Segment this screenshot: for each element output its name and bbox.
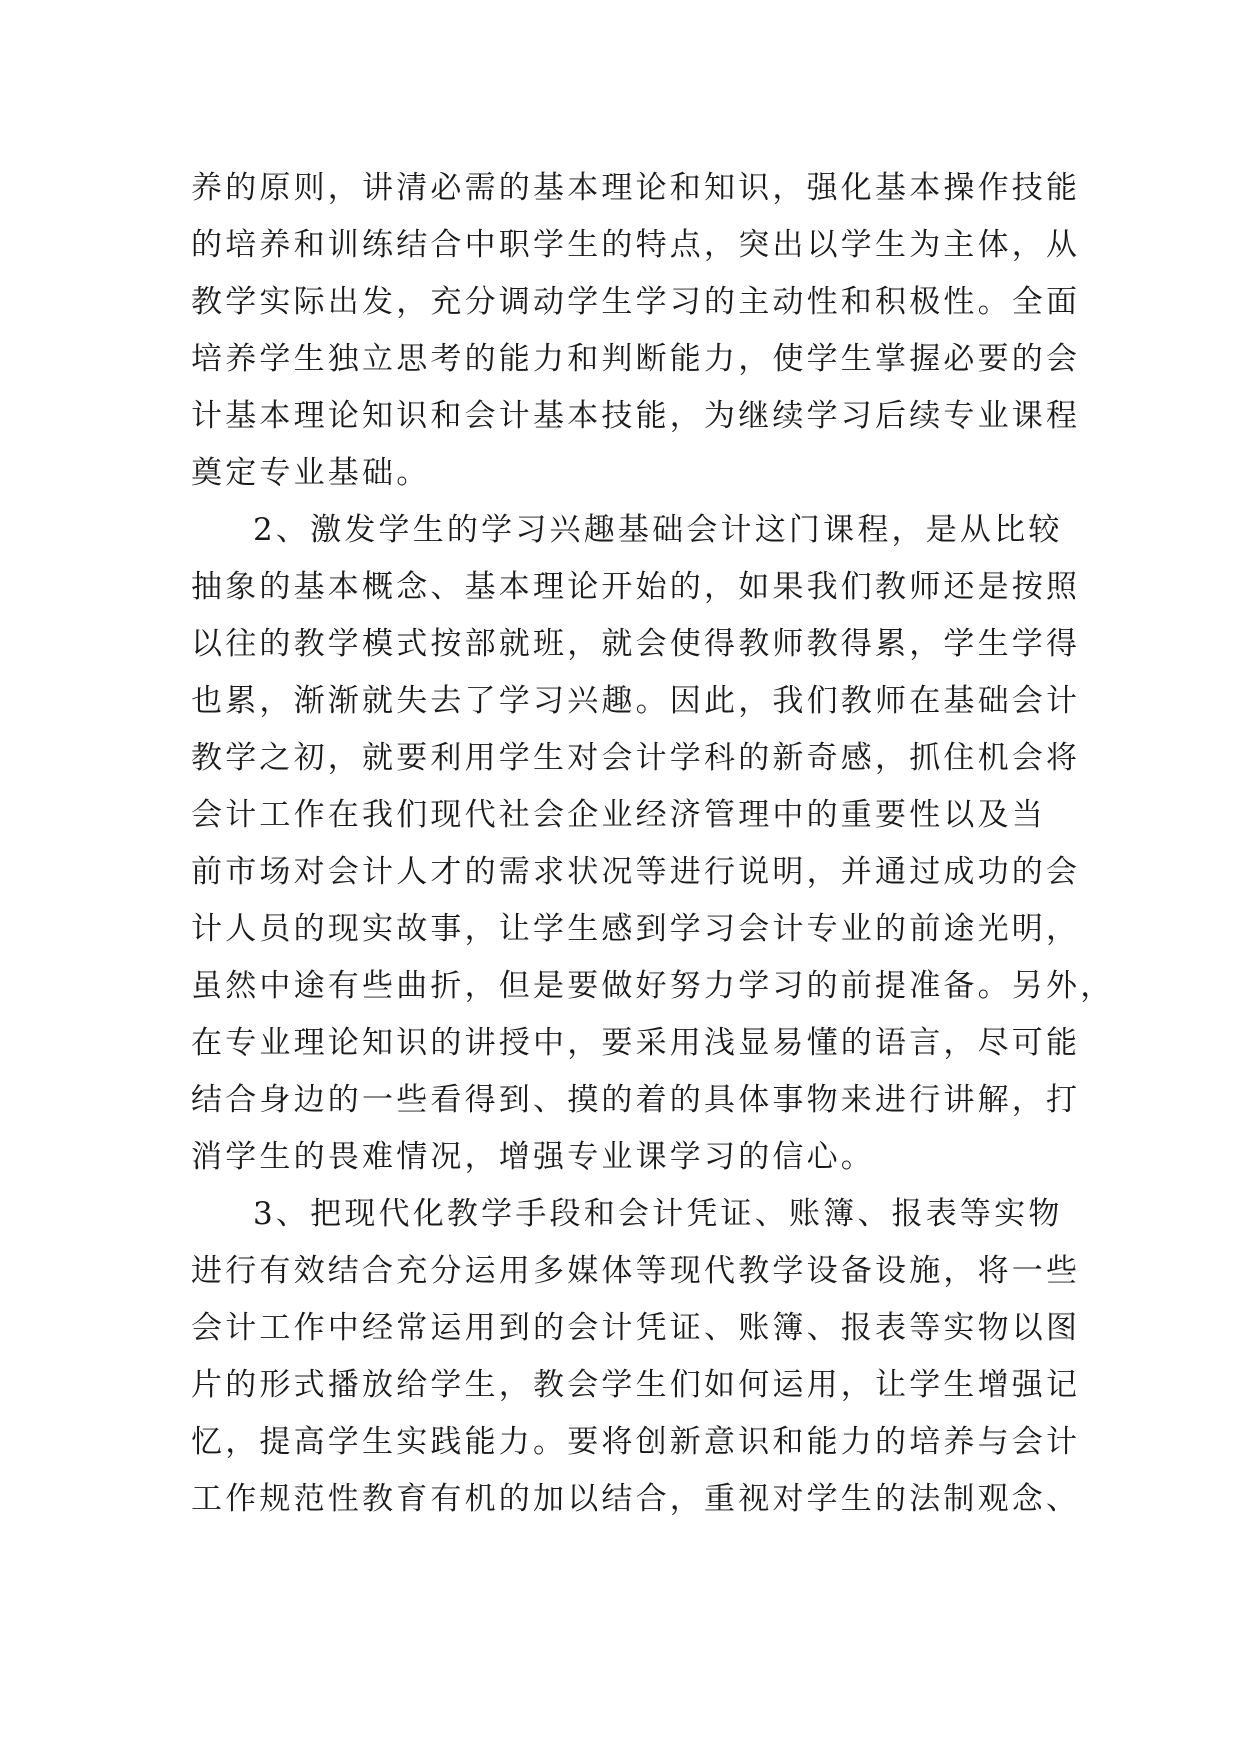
text-line: 工作规范性教育有机的加以结合，重视对学生的法制观念、 xyxy=(191,1481,1081,1517)
text-line: 抽象的基本概念、基本理论开始的，如果我们教师还是按照 xyxy=(191,569,1081,605)
text-line: 以往的教学模式按部就班，就会使得教师教得累，学生学得 xyxy=(191,626,1081,662)
text-line: 培养学生独立思考的能力和判断能力，使学生掌握必要的会 xyxy=(191,341,1081,377)
text-line: 会计工作中经常运用到的会计凭证、账簿、报表等实物以图 xyxy=(191,1310,1081,1346)
paragraph-first-line: 2、激发学生的学习兴趣基础会计这门课程，是从比较 xyxy=(253,512,1063,548)
text-line: 奠定专业基础。 xyxy=(191,455,431,491)
text-line: 也累，渐渐就失去了学习兴趣。因此，我们教师在基础会计 xyxy=(191,683,1081,719)
text-line: 养的原则，讲清必需的基本理论和知识，强化基本操作技能 xyxy=(191,170,1081,206)
paragraph-first-line: 3、把现代化教学手段和会计凭证、账簿、报表等实物 xyxy=(253,1196,1063,1232)
text-line: 片的形式播放给学生，教会学生们如何运用，让学生增强记 xyxy=(191,1367,1081,1403)
text-line: 会计工作在我们现代社会企业经济管理中的重要性以及当 xyxy=(191,797,1046,833)
text-line: 虽然中途有些曲折，但是要做好努力学习的前提准备。另外， xyxy=(191,968,1115,1004)
text-line: 消学生的畏难情况，增强专业课学习的信心。 xyxy=(191,1139,875,1175)
text-line: 教学之初，就要利用学生对会计学科的新奇感，抓住机会将 xyxy=(191,740,1081,776)
text-line: 教学实际出发，充分调动学生学习的主动性和积极性。全面 xyxy=(191,284,1081,320)
body-text xyxy=(191,160,1115,1528)
text-line: 前市场对会计人才的需求状况等进行说明，并通过成功的会 xyxy=(191,854,1081,890)
text-line: 计基本理论知识和会计基本技能，为继续学习后续专业课程 xyxy=(191,398,1081,434)
text-line: 在专业理论知识的讲授中，要采用浅显易懂的语言，尽可能 xyxy=(191,1025,1081,1061)
text-line: 计人员的现实故事，让学生感到学习会计专业的前途光明， xyxy=(191,911,1081,947)
text-line: 进行有效结合充分运用多媒体等现代教学设备设施，将一些 xyxy=(191,1253,1081,1289)
text-line: 的培养和训练结合中职学生的特点，突出以学生为主体，从 xyxy=(191,227,1081,263)
text-line: 忆，提高学生实践能力。要将创新意识和能力的培养与会计 xyxy=(191,1424,1081,1460)
text-line: 结合身边的一些看得到、摸的着的具体事物来进行讲解，打 xyxy=(191,1082,1081,1118)
